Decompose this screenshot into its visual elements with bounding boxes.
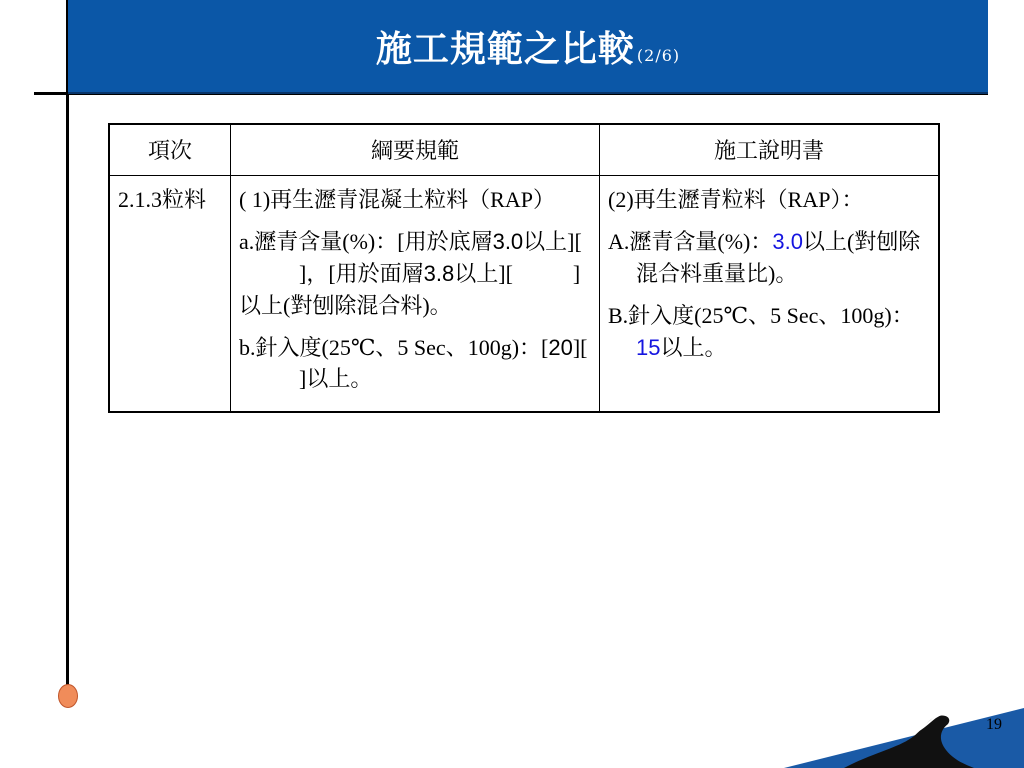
manual-penetration-text-a: B.針入度(25℃、5 Sec、100g)： — [608, 302, 914, 328]
road-logo-graphic — [724, 700, 1024, 768]
spec-asphalt-value-base: 3.0 — [492, 228, 524, 254]
comparison-table — [108, 123, 940, 413]
header-construction-manual: 施工說明書 — [600, 124, 940, 176]
table-header-row — [109, 124, 939, 176]
slide-title-main: 施工規範之比較 — [375, 27, 635, 70]
spec-asphalt-text-e: ]以上(對刨除混合料)。 — [239, 260, 581, 318]
cell-construction-manual — [600, 176, 940, 413]
spec-penetration-text-b: ][ — [572, 334, 588, 360]
manual-paragraph-1: (2)再生瀝青粒料（RAP）： — [608, 187, 864, 212]
spec-paragraph-3 — [239, 332, 591, 396]
orange-dot-marker — [58, 684, 78, 708]
spec-asphalt-text-a: a.瀝青含量(%)：[用於底層 — [239, 228, 493, 254]
left-vertical-rule — [66, 0, 69, 690]
page-number: 19 — [986, 716, 1002, 733]
manual-penetration-value: 15 — [636, 334, 661, 360]
spec-asphalt-text-c: ]，[用於面層 — [299, 260, 424, 286]
table-row — [109, 176, 939, 413]
spec-penetration-text-a: b.針入度(25℃、5 Sec、100g)：[ — [239, 334, 549, 360]
cell-item: 2.1.3粒料 — [109, 176, 231, 413]
spec-asphalt-text-d: 以上][ — [454, 260, 513, 286]
manual-paragraph-2 — [608, 226, 930, 290]
manual-asphalt-text-b: 以上(對刨除混合料重量比)。 — [636, 228, 921, 286]
manual-asphalt-text-a: A.瀝青含量(%)： — [608, 228, 773, 254]
spec-paragraph-2 — [239, 226, 591, 322]
spec-penetration-value: 20 — [548, 334, 573, 360]
manual-paragraph-3 — [608, 300, 930, 364]
header-item: 項次 — [109, 124, 231, 176]
title-bar — [68, 0, 988, 94]
cell-outline-spec — [231, 176, 600, 413]
spec-asphalt-text-b: 以上][ — [523, 228, 582, 254]
spec-paragraph-1: ( 1)再生瀝青混凝土粒料（RAP） — [239, 187, 555, 212]
spec-penetration-text-c: ]以上。 — [299, 366, 373, 392]
spec-asphalt-value-surface: 3.8 — [423, 260, 455, 286]
slide-title — [376, 21, 680, 72]
manual-asphalt-value: 3.0 — [772, 228, 803, 254]
header-outline-spec: 綱要規範 — [231, 124, 600, 176]
slide-title-suffix: (2/6) — [636, 45, 681, 65]
manual-penetration-text-b: 以上。 — [660, 334, 727, 360]
